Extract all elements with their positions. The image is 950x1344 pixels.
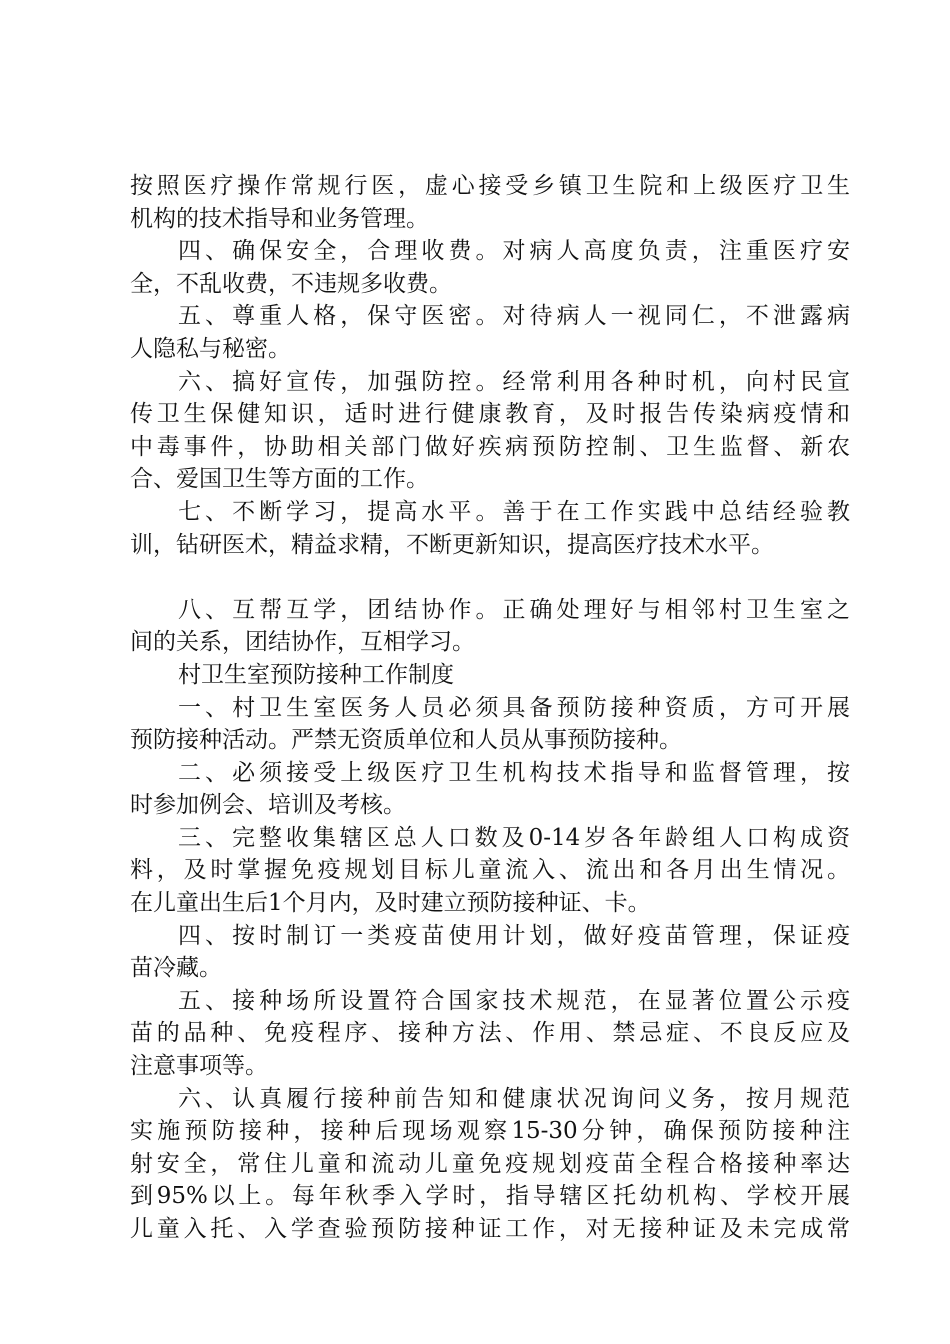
text-line: 七、不断学习，提高水平。善于在工作实践中总结经验教	[178, 498, 850, 525]
text-line: 五、接种场所设置符合国家技术规范，在显著位置公示疫	[178, 987, 850, 1014]
text-line: 合、爱国卫生等方面的工作。	[130, 466, 429, 493]
text-line: 五、尊重人格，保守医密。对待病人一视同仁，不泄露病	[178, 303, 850, 330]
text-line: 料，及时掌握免疫规划目标儿童流入、流出和各月出生情况。	[130, 857, 850, 884]
text-line: 到95%以上。每年秋季入学时，指导辖区托幼机构、学校开展	[130, 1183, 850, 1210]
text-line: 在儿童出生后1个月内，及时建立预防接种证、卡。	[130, 890, 651, 917]
text-line: 全，不乱收费，不违规多收费。	[130, 270, 452, 297]
text-line: 传卫生保健知识，适时进行健康教育，及时报告传染病疫情和	[130, 401, 850, 428]
text-line: 儿童入托、入学查验预防接种证工作，对无接种证及未完成常	[130, 1216, 850, 1242]
text-line: 间的关系，团结协作，互相学习。	[130, 629, 475, 656]
text-line: 实施预防接种，接种后现场观察15-30分钟，确保预防接种注	[130, 1118, 850, 1145]
text-line: 训，钻研医术，精益求精，不断更新知识，提高医疗技术水平。	[130, 531, 774, 558]
document-body	[130, 170, 850, 1246]
text-line: 射安全，常住儿童和流动儿童免疫规划疫苗全程合格接种率达	[130, 1150, 850, 1177]
text-line: 预防接种活动。严禁无资质单位和人员从事预防接种。	[130, 727, 682, 754]
text-line: 一、村卫生室医务人员必须具备预防接种资质，方可开展	[178, 694, 850, 721]
text-line: 苗冷藏。	[130, 955, 222, 982]
text-line: 中毒事件，协助相关部门做好疾病预防控制、卫生监督、新农	[130, 433, 850, 460]
text-line: 按照医疗操作常规行医，虚心接受乡镇卫生院和上级医疗卫生	[130, 173, 850, 199]
text-line: 三、完整收集辖区总人口数及0-14岁各年龄组人口构成资	[178, 824, 850, 851]
text-line: 八、互帮互学，团结协作。正确处理好与相邻村卫生室之	[178, 596, 850, 623]
text-line: 注意事项等。	[130, 1053, 268, 1080]
text-line: 二、必须接受上级医疗卫生机构技术指导和监督管理，按	[178, 759, 850, 786]
text-line: 六、认真履行接种前告知和健康状况询问义务，按月规范	[178, 1085, 850, 1112]
text-line: 村卫生室预防接种工作制度	[178, 661, 454, 688]
blank-line	[130, 561, 850, 594]
text-line: 四、按时制订一类疫苗使用计划，做好疫苗管理，保证疫	[178, 922, 850, 949]
text-line: 苗的品种、免疫程序、接种方法、作用、禁忌症、不良反应及	[130, 1020, 850, 1047]
text-line: 时参加例会、培训及考核。	[130, 792, 406, 819]
text-line: 人隐私与秘密。	[130, 335, 291, 362]
text-line: 四、确保安全，合理收费。对病人高度负责，注重医疗安	[178, 238, 850, 265]
text-line: 机构的技术指导和业务管理。	[130, 205, 429, 232]
text-line: 六、搞好宣传，加强防控。经常利用各种时机，向村民宣	[178, 368, 850, 395]
